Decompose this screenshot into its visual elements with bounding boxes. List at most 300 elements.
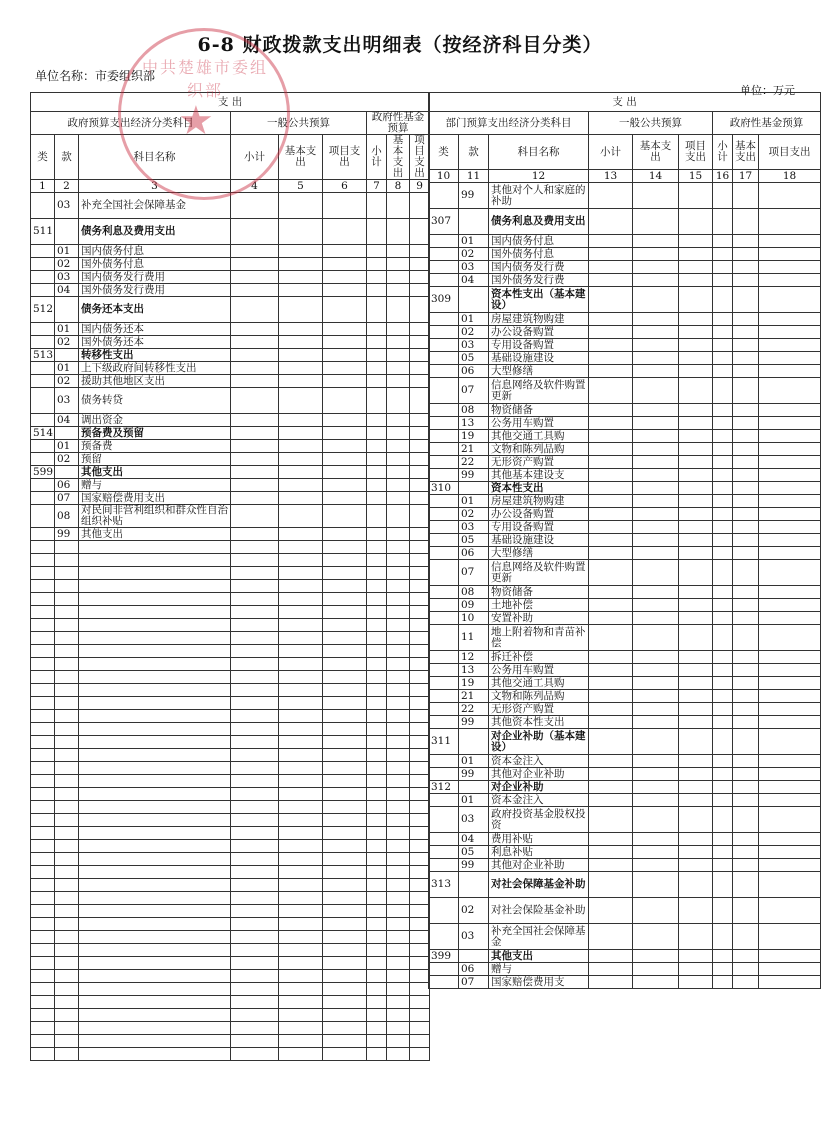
table-row — [31, 284, 430, 297]
left-blank-cell — [323, 697, 367, 710]
left-blank-cell — [387, 593, 410, 606]
right-amount-cell — [713, 339, 733, 352]
left-blank-cell — [231, 632, 279, 645]
right-amount-cell — [679, 209, 713, 235]
right-item-name: 费用补贴 — [489, 833, 589, 846]
table-row — [429, 976, 821, 989]
right-amount-cell — [733, 846, 759, 859]
right-amount-cell — [589, 378, 633, 404]
right-item-name: 无形资产购置 — [489, 703, 589, 716]
left-col-number: 5 — [279, 180, 323, 193]
left-amount-cell — [410, 258, 430, 271]
right-item-code — [459, 482, 489, 495]
left-blank-cell — [323, 1048, 367, 1061]
right-amount-cell — [633, 378, 679, 404]
left-blank-cell — [387, 892, 410, 905]
left-blank-cell — [231, 684, 279, 697]
left-blank-cell — [323, 710, 367, 723]
table-row — [429, 833, 821, 846]
left-blank-cell — [279, 788, 323, 801]
left-blank-cell — [367, 697, 387, 710]
left-blank-cell — [31, 567, 55, 580]
right-amount-cell — [679, 833, 713, 846]
right-item-code: 06 — [459, 963, 489, 976]
left-amount-cell — [367, 427, 387, 440]
right-amount-cell — [733, 612, 759, 625]
left-item-code — [55, 297, 79, 323]
left-item-name: 赠与 — [79, 479, 231, 492]
right-item-name: 大型修缮 — [489, 547, 589, 560]
right-amount-cell — [713, 898, 733, 924]
table-row — [429, 326, 821, 339]
left-amount-cell — [323, 427, 367, 440]
left-blank-cell — [323, 944, 367, 957]
left-blank-cell — [387, 567, 410, 580]
right-amount-cell — [733, 339, 759, 352]
left-blank-cell — [231, 944, 279, 957]
right-amount-cell — [733, 651, 759, 664]
left-blank-cell — [279, 892, 323, 905]
left-gov-fund-header: 政府性基金预算 — [367, 112, 430, 135]
left-blank-cell — [279, 593, 323, 606]
left-item-name: 援助其他地区支出 — [79, 375, 231, 388]
left-blank-cell — [279, 853, 323, 866]
left-amount-cell — [323, 297, 367, 323]
left-blank-cell — [367, 736, 387, 749]
right-amount-cell — [679, 846, 713, 859]
right-item-name: 补充全国社会保障基金 — [489, 924, 589, 950]
right-amount-cell — [679, 651, 713, 664]
right-amount-cell — [679, 417, 713, 430]
left-blank-cell — [279, 736, 323, 749]
right-item-name: 国家赔偿费用支 — [489, 976, 589, 989]
left-cat-code — [31, 505, 55, 528]
table-row — [429, 846, 821, 859]
table-row — [429, 677, 821, 690]
left-item-code — [55, 219, 79, 245]
left-amount-cell — [387, 362, 410, 375]
left-amount-cell — [279, 427, 323, 440]
right-amount-cell — [589, 417, 633, 430]
left-blank-cell — [55, 1048, 79, 1061]
right-col-number: 18 — [759, 170, 821, 183]
left-amount-cell — [367, 479, 387, 492]
left-blank-cell — [231, 697, 279, 710]
left-blank-cell — [367, 749, 387, 762]
right-cat-code: 311 — [429, 729, 459, 755]
left-item-code: 02 — [55, 453, 79, 466]
left-blank-cell — [231, 580, 279, 593]
left-blank-cell — [367, 983, 387, 996]
right-item-code: 09 — [459, 599, 489, 612]
table-row — [31, 957, 430, 970]
right-amount-cell — [713, 417, 733, 430]
left-blank-cell — [55, 749, 79, 762]
left-blank-cell — [387, 827, 410, 840]
left-blank-cell — [279, 671, 323, 684]
right-amount-cell — [759, 365, 821, 378]
left-blank-cell — [231, 593, 279, 606]
left-blank-cell — [387, 671, 410, 684]
left-blank-cell — [387, 996, 410, 1009]
left-amount-cell — [279, 466, 323, 479]
table-row — [31, 840, 430, 853]
left-amount-cell — [231, 219, 279, 245]
left-item-code: 03 — [55, 271, 79, 284]
right-cat-code — [429, 521, 459, 534]
table-row — [429, 794, 821, 807]
left-item-name: 国家赔偿费用支出 — [79, 492, 231, 505]
right-amount-cell — [633, 625, 679, 651]
left-amount-cell — [387, 453, 410, 466]
left-amount-cell — [387, 505, 410, 528]
left-item-name: 上下级政府间转移性支出 — [79, 362, 231, 375]
left-amount-cell — [410, 466, 430, 479]
left-item-code: 06 — [55, 479, 79, 492]
left-gov-budget-header: 政府预算支出经济分类科目 — [31, 112, 231, 135]
left-blank-cell — [323, 918, 367, 931]
table-row — [429, 690, 821, 703]
left-blank-cell — [387, 1009, 410, 1022]
right-item-code: 12 — [459, 651, 489, 664]
left-blank-cell — [367, 892, 387, 905]
table-row — [429, 781, 821, 794]
right-item-name: 物资储备 — [489, 586, 589, 599]
right-cat-code — [429, 443, 459, 456]
left-blank-cell — [323, 983, 367, 996]
right-amount-cell — [589, 703, 633, 716]
right-amount-cell — [589, 833, 633, 846]
left-amount-cell — [410, 271, 430, 284]
left-blank-cell — [323, 853, 367, 866]
right-amount-cell — [733, 443, 759, 456]
left-amount-cell — [279, 349, 323, 362]
left-blank-cell — [279, 957, 323, 970]
right-amount-cell — [589, 261, 633, 274]
left-blank-cell — [410, 593, 430, 606]
left-blank-cell — [79, 749, 231, 762]
right-amount-cell — [759, 781, 821, 794]
right-item-code: 03 — [459, 807, 489, 833]
right-amount-cell — [633, 755, 679, 768]
right-amount-cell — [679, 690, 713, 703]
left-blank-cell — [367, 554, 387, 567]
table-row — [31, 427, 430, 440]
left-amount-cell — [387, 297, 410, 323]
left-blank-cell — [31, 957, 55, 970]
left-amount-cell — [231, 388, 279, 414]
right-item-code: 03 — [459, 924, 489, 950]
right-amount-cell — [713, 872, 733, 898]
left-amount-cell — [231, 323, 279, 336]
table-row — [31, 905, 430, 918]
left-blank-cell — [323, 970, 367, 983]
left-blank-cell — [410, 632, 430, 645]
table-row — [429, 924, 821, 950]
left-amount-cell — [410, 245, 430, 258]
right-amount-cell — [679, 612, 713, 625]
left-amount-cell — [231, 466, 279, 479]
left-blank-cell — [367, 866, 387, 879]
table-row — [31, 479, 430, 492]
left-blank-cell — [410, 554, 430, 567]
left-blank-cell — [55, 853, 79, 866]
left-blank-cell — [367, 606, 387, 619]
left-blank-cell — [55, 970, 79, 983]
left-amount-cell — [279, 528, 323, 541]
left-blank-cell — [323, 801, 367, 814]
left-blank-cell — [410, 723, 430, 736]
table-row — [429, 235, 821, 248]
right-amount-cell — [633, 859, 679, 872]
right-amount-cell — [713, 456, 733, 469]
right-amount-cell — [589, 352, 633, 365]
right-item-name: 对社会保障基金补助 — [489, 872, 589, 898]
right-table — [428, 92, 821, 989]
left-amount-cell — [410, 528, 430, 541]
left-amount-cell — [410, 427, 430, 440]
left-blank-cell — [55, 892, 79, 905]
right-amount-cell — [733, 469, 759, 482]
right-item-name: 资本金注入 — [489, 794, 589, 807]
left-blank-cell — [55, 632, 79, 645]
left-blank-cell — [410, 996, 430, 1009]
left-blank-cell — [79, 866, 231, 879]
left-amount-cell — [410, 362, 430, 375]
left-amount-cell — [323, 388, 367, 414]
table-row — [31, 697, 430, 710]
right-cat-code — [429, 365, 459, 378]
table-row — [429, 898, 821, 924]
left-subtotal-header: 小计 — [231, 135, 279, 180]
left-blank-cell — [279, 827, 323, 840]
right-item-code — [459, 781, 489, 794]
left-project-header: 项目支出 — [323, 135, 367, 180]
table-row — [429, 482, 821, 495]
left-amount-cell — [279, 440, 323, 453]
right-amount-cell — [633, 404, 679, 417]
right-amount-cell — [679, 599, 713, 612]
right-amount-cell — [589, 625, 633, 651]
left-amount-cell — [231, 297, 279, 323]
right-item-name: 其他支出 — [489, 950, 589, 963]
left-blank-cell — [323, 1035, 367, 1048]
left-blank-cell — [279, 749, 323, 762]
right-cat-code — [429, 664, 459, 677]
left-blank-cell — [79, 632, 231, 645]
left-item-code: 01 — [55, 323, 79, 336]
left-blank-cell — [323, 671, 367, 684]
table-row — [31, 541, 430, 554]
left-amount-cell — [410, 505, 430, 528]
right-amount-cell — [759, 950, 821, 963]
left-amount-cell — [387, 323, 410, 336]
right-dept-budget-header: 部门预算支出经济分类科目 — [429, 112, 589, 135]
table-row — [31, 775, 430, 788]
right-amount-cell — [589, 547, 633, 560]
right-amount-cell — [633, 495, 679, 508]
left-blank-cell — [279, 970, 323, 983]
right-amount-cell — [713, 963, 733, 976]
table-row — [31, 606, 430, 619]
right-amount-cell — [633, 482, 679, 495]
left-blank-cell — [410, 788, 430, 801]
left-blank-cell — [387, 749, 410, 762]
left-blank-cell — [367, 1048, 387, 1061]
right-item-code: 10 — [459, 612, 489, 625]
left-blank-cell — [387, 541, 410, 554]
right-amount-cell — [589, 677, 633, 690]
right-amount-cell — [589, 274, 633, 287]
right-amount-cell — [633, 586, 679, 599]
left-blank-cell — [31, 1035, 55, 1048]
right-amount-cell — [679, 495, 713, 508]
right-col-number: 13 — [589, 170, 633, 183]
table-row — [429, 339, 821, 352]
left-cat-code — [31, 414, 55, 427]
right-cat-code — [429, 768, 459, 781]
left-blank-cell — [55, 918, 79, 931]
left-blank-cell — [323, 840, 367, 853]
right-cat-code: 309 — [429, 287, 459, 313]
left-blank-cell — [410, 814, 430, 827]
right-amount-cell — [759, 794, 821, 807]
left-blank-cell — [387, 606, 410, 619]
left-amount-cell — [279, 388, 323, 414]
right-amount-cell — [679, 781, 713, 794]
right-amount-cell — [733, 534, 759, 547]
table-row — [31, 1035, 430, 1048]
left-amount-cell — [410, 323, 430, 336]
left-blank-cell — [79, 905, 231, 918]
right-amount-cell — [589, 768, 633, 781]
table-row — [429, 456, 821, 469]
table-row — [31, 749, 430, 762]
right-amount-cell — [713, 469, 733, 482]
left-item-code: 02 — [55, 336, 79, 349]
left-amount-cell — [231, 453, 279, 466]
right-amount-cell — [759, 456, 821, 469]
left-blank-cell — [279, 619, 323, 632]
left-blank-cell — [231, 541, 279, 554]
right-amount-cell — [679, 859, 713, 872]
right-amount-cell — [633, 976, 679, 989]
left-amount-cell — [231, 349, 279, 362]
right-amount-cell — [679, 352, 713, 365]
right-col-number: 12 — [489, 170, 589, 183]
left-blank-cell — [410, 1035, 430, 1048]
right-item-name: 房屋建筑物购建 — [489, 495, 589, 508]
left-blank-cell — [55, 671, 79, 684]
left-col-number: 9 — [410, 180, 430, 193]
right-cat-code — [429, 599, 459, 612]
left-amount-cell — [323, 284, 367, 297]
left-amount-cell — [231, 245, 279, 258]
right-amount-cell — [733, 482, 759, 495]
right-amount-cell — [733, 235, 759, 248]
right-item-name: 对社会保险基金补助 — [489, 898, 589, 924]
right-amount-cell — [679, 378, 713, 404]
left-basic-header: 基本支出 — [279, 135, 323, 180]
right-item-code: 03 — [459, 339, 489, 352]
right-amount-cell — [589, 846, 633, 859]
table-row — [31, 931, 430, 944]
left-amount-cell — [279, 505, 323, 528]
left-col-number: 7 — [367, 180, 387, 193]
right-amount-cell — [589, 599, 633, 612]
table-row — [429, 248, 821, 261]
left-blank-cell — [387, 970, 410, 983]
left-amount-cell — [323, 375, 367, 388]
table-row — [31, 632, 430, 645]
left-blank-cell — [323, 593, 367, 606]
left-amount-cell — [387, 375, 410, 388]
left-amount-cell — [410, 414, 430, 427]
right-amount-cell — [589, 404, 633, 417]
left-blank-cell — [79, 658, 231, 671]
right-col-number: 15 — [679, 170, 713, 183]
left-blank-cell — [323, 866, 367, 879]
right-amount-cell — [633, 872, 679, 898]
left-blank-cell — [79, 1009, 231, 1022]
left-blank-cell — [231, 827, 279, 840]
right-col-number: 10 — [429, 170, 459, 183]
right-amount-cell — [633, 924, 679, 950]
right-amount-cell — [633, 716, 679, 729]
left-blank-cell — [323, 632, 367, 645]
left-blank-cell — [323, 905, 367, 918]
right-amount-cell — [733, 248, 759, 261]
seal-star-icon: ★ — [178, 98, 214, 144]
left-amount-cell — [410, 492, 430, 505]
left-amount-cell — [410, 193, 430, 219]
left-amount-cell — [231, 440, 279, 453]
right-item-name: 信息网络及软件购置更新 — [489, 378, 589, 404]
left-blank-cell — [387, 944, 410, 957]
table-row — [429, 443, 821, 456]
left-amount-cell — [323, 492, 367, 505]
right-amount-cell — [589, 924, 633, 950]
left-amount-cell — [279, 375, 323, 388]
right-amount-cell — [759, 716, 821, 729]
left-blank-cell — [410, 853, 430, 866]
table-row — [31, 193, 430, 219]
right-amount-cell — [713, 586, 733, 599]
right-item-name: 文物和陈列品购 — [489, 443, 589, 456]
table-row — [31, 801, 430, 814]
right-amount-cell — [713, 183, 733, 209]
left-amount-cell — [387, 427, 410, 440]
left-item-name: 国外债务还本 — [79, 336, 231, 349]
left-blank-cell — [55, 606, 79, 619]
left-amount-cell — [410, 219, 430, 245]
left-cat-code — [31, 453, 55, 466]
right-amount-cell — [633, 261, 679, 274]
left-blank-cell — [55, 736, 79, 749]
left-blank-cell — [55, 710, 79, 723]
right-amount-cell — [679, 482, 713, 495]
right-amount-cell — [713, 664, 733, 677]
table-row — [31, 414, 430, 427]
table-row — [31, 892, 430, 905]
right-cat-code — [429, 339, 459, 352]
right-amount-cell — [713, 807, 733, 833]
right-amount-cell — [589, 365, 633, 378]
left-blank-cell — [31, 710, 55, 723]
left-blank-cell — [231, 619, 279, 632]
left-amount-cell — [367, 193, 387, 219]
left-cat-code — [31, 528, 55, 541]
